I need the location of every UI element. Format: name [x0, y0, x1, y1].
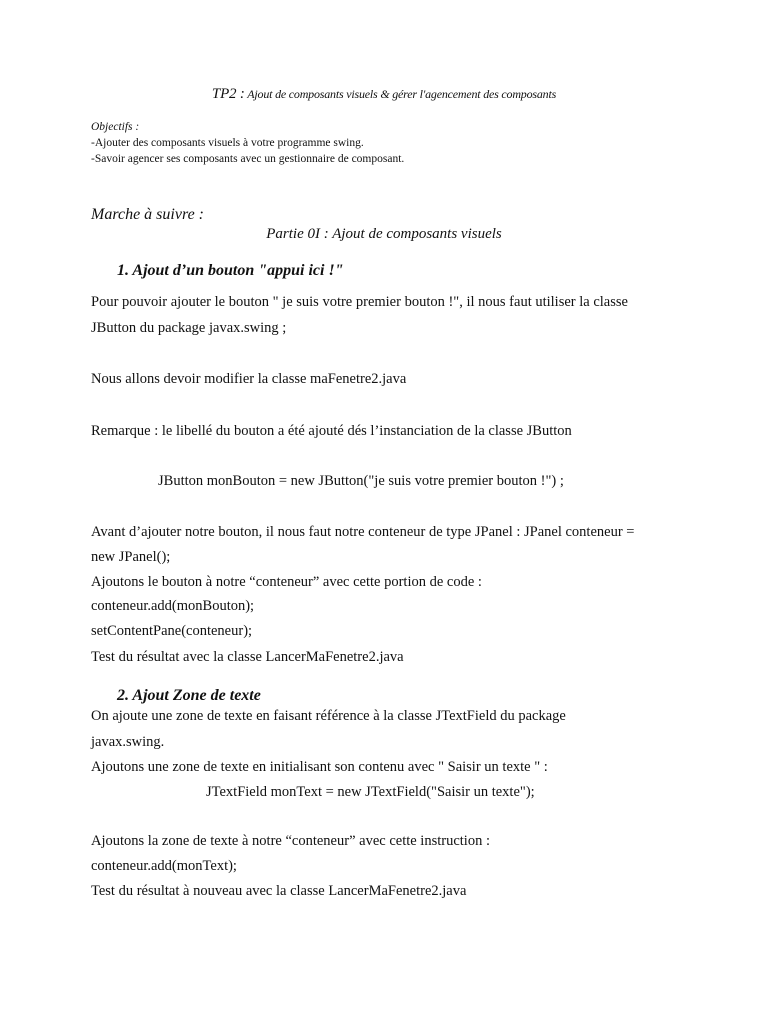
section1-line-6: Avant d’ajouter notre bouton, il nous faut notre conteneur de type JPanel : JPanel conteneur =	[91, 524, 635, 540]
section2-line-3: Ajoutons une zone de texte en initialisant son contenu avec " Saisir un texte " :	[91, 759, 548, 775]
title-prefix: TP2 :	[211, 86, 245, 102]
partie-text: Partie 0I : Ajout de composants visuels	[266, 226, 502, 242]
marche-heading: Marche à suivre :	[91, 206, 204, 223]
partie-heading	[0, 226, 768, 243]
section1-remarque: Remarque : le libellé du bouton a été ajouté dés l’instanciation de la classe JButton	[91, 423, 572, 439]
code-add-text: conteneur.add(monText);	[91, 858, 237, 874]
section1-line-7: new JPanel();	[91, 549, 171, 565]
section1-line-3: Nous allons devoir modifier la classe maFenetre2.java	[91, 371, 407, 387]
section2-line-5: Ajoutons la zone de texte à notre “conteneur” avec cette instruction :	[91, 833, 490, 849]
section1-line-1: Pour pouvoir ajouter le bouton " je suis votre premier bouton !", il nous faut utiliser la classe	[91, 294, 628, 310]
code-jtextfield: JTextField monText = new JTextField("Saisir un texte");	[206, 784, 535, 800]
section1-heading: 1. Ajout d’un bouton "appui ici !"	[117, 262, 344, 279]
objectifs-heading: Objectifs :	[91, 121, 140, 133]
section2-heading: 2. Ajout Zone de texte	[117, 687, 261, 704]
title-text: Ajout de composants visuels & gérer l'agencement des composants	[244, 87, 557, 101]
section1-line-2: JButton du package javax.swing ;	[91, 320, 287, 336]
section2-line-2: javax.swing.	[91, 734, 165, 750]
section2-line-7: Test du résultat à nouveau avec la classe LancerMaFenetre2.java	[91, 883, 467, 899]
objectif-item-1: -Ajouter des composants visuels à votre programme swing.	[91, 137, 364, 149]
section2-line-1: On ajoute une zone de texte en faisant référence à la classe JTextField du package	[91, 708, 566, 724]
document-title	[0, 86, 768, 103]
objectif-item-2: -Savoir agencer ses composants avec un gestionnaire de composant.	[91, 153, 405, 165]
code-add-bouton: conteneur.add(monBouton);	[91, 598, 255, 614]
section1-line-11: Test du résultat avec la classe LancerMaFenetre2.java	[91, 649, 404, 665]
code-jbutton: JButton monBouton = new JButton("je suis votre premier bouton !") ;	[158, 473, 564, 489]
code-set-content-pane: setContentPane(conteneur);	[91, 623, 253, 639]
section1-line-8: Ajoutons le bouton à notre “conteneur” avec cette portion de code :	[91, 574, 482, 590]
